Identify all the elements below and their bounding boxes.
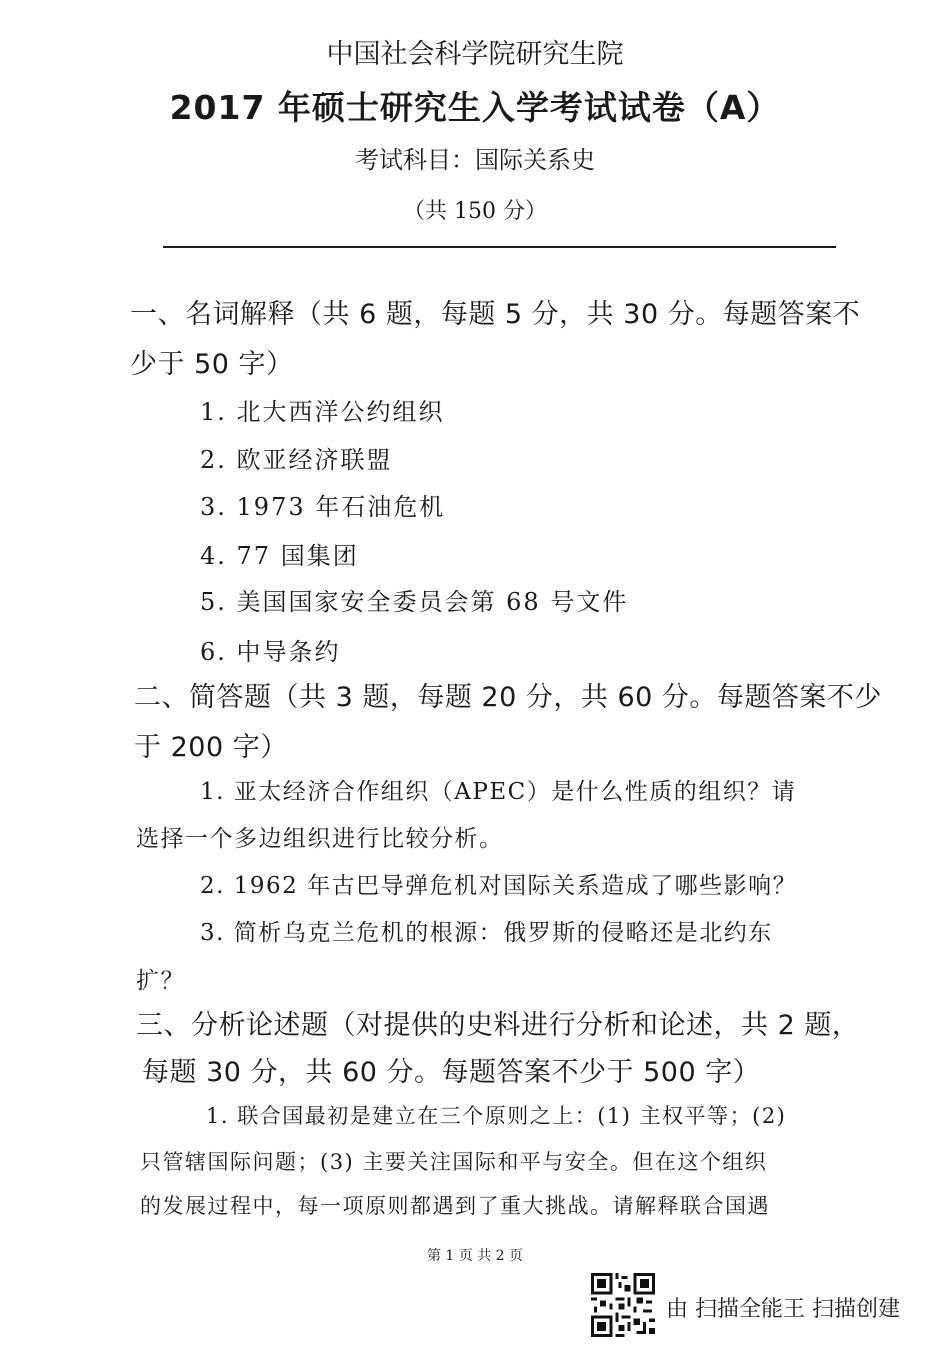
page-number: 第 1 页 共 2 页 [426,1248,524,1264]
scanner-watermark: 由 扫描全能王 扫描创建 [666,1297,900,1322]
section1-item-3: 3. 1973 年石油危机 [200,493,446,521]
qr-code-icon [591,1273,655,1337]
institution-name: 中国社会科学院研究生院 [326,39,624,70]
section1-heading-line2: 少于 50 字） [130,349,294,380]
section2-heading-line1: 二、简答题（共 3 题，每题 20 分，共 60 分。每题答案不少 [134,682,882,713]
header-divider [163,246,836,248]
section2-heading-line2: 于 200 字） [134,732,288,763]
section3-q1-line2: 只管辖国际问题；(3) 主要关注国际和平与安全。但在这个组织 [140,1150,768,1174]
section3-heading-line1: 三、分析论述题（对提供的史料进行分析和论述，共 2 题， [136,1010,860,1041]
section1-item-1: 1. 北大西洋公约组织 [200,398,445,426]
section3-q1-line1: 1. 联合国最初是建立在三个原则之上：(1) 主权平等；(2) [206,1104,787,1128]
exam-title: 2017 年硕士研究生入学考试试卷（A） [169,88,781,127]
section3-heading-line2: 每题 30 分，共 60 分。每题答案不少于 500 字） [142,1057,761,1088]
section2-q2-line1: 2. 1962 年古巴导弹危机对国际关系造成了哪些影响？ [200,873,798,899]
exam-subject: 考试科目：国际关系史 [355,146,595,174]
section3-q1-line3: 的发展过程中，每一项原则都遇到了重大挑战。请解释联合国遇 [140,1194,770,1218]
section1-item-6: 6. 中导条约 [200,638,341,666]
total-score: （共 150 分） [403,199,547,224]
section1-item-2: 2. 欧亚经济联盟 [200,446,393,474]
section2-q1-line2: 选择一个多边组织进行比较分析。 [136,826,504,852]
section2-q1-line1: 1. 亚太经济合作组织（APEC）是什么性质的组织？请 [200,779,797,805]
section1-item-5: 5. 美国国家安全委员会第 68 号文件 [200,588,629,616]
section1-heading-line1: 一、名词解释（共 6 题，每题 5 分，共 30 分。每题答案不 [130,299,861,330]
section2-q3-line1: 3. 简析乌克兰危机的根源：俄罗斯的侵略还是北约东 [200,920,773,946]
section2-q3-line2: 扩？ [136,968,185,994]
section1-item-4: 4. 77 国集团 [200,542,359,570]
